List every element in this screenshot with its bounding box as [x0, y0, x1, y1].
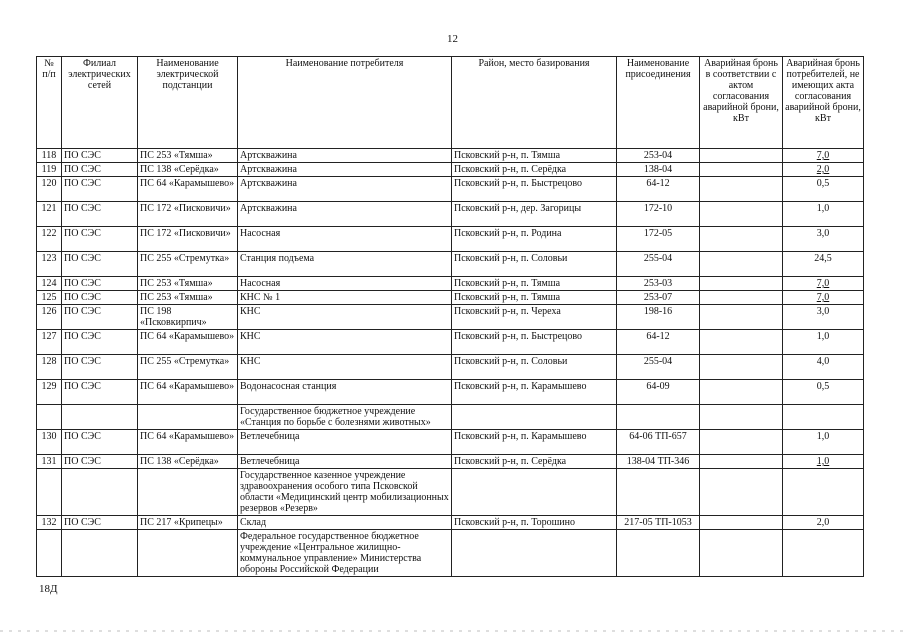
row-branch: ПО СЭС [62, 277, 138, 291]
row-reserve-act [700, 277, 783, 291]
row-consumer: Станция подъема [238, 252, 452, 277]
row-substation: ПС 138 «Серёдка» [138, 455, 238, 469]
row-branch: ПО СЭС [62, 252, 138, 277]
row-number: 122 [37, 227, 62, 252]
row-reserve-no-act: 7,0 [816, 292, 830, 303]
row-substation [138, 469, 238, 516]
row-substation: ПС 138 «Серёдка» [138, 163, 238, 177]
row-connection: 255-04 [617, 355, 700, 380]
row-connection: 64-09 [617, 380, 700, 405]
row-location [452, 530, 617, 577]
table-row-organization [37, 405, 864, 430]
row-number: 121 [37, 202, 62, 227]
row-location: Псковский р-н, п. Быстрецово [452, 330, 617, 355]
table-row [37, 380, 864, 405]
row-location: Псковский р-н, п. Карамышево [452, 380, 617, 405]
row-location: Псковский р-н, п. Тямша [452, 291, 617, 305]
row-number: 123 [37, 252, 62, 277]
row-location: Псковский р-н, п. Соловьи [452, 252, 617, 277]
row-reserve-act [700, 177, 783, 202]
row-consumer: Насосная [238, 227, 452, 252]
row-reserve-act [700, 149, 783, 163]
row-connection: 255-04 [617, 252, 700, 277]
row-reserve-act [700, 530, 783, 577]
table-row-organization [37, 469, 864, 516]
row-location [452, 405, 617, 430]
row-location: Псковский р-н, п. Череха [452, 305, 617, 330]
row-reserve-no-act [783, 469, 864, 516]
row-consumer: Склад [238, 516, 452, 530]
row-branch [62, 469, 138, 516]
table-row [37, 330, 864, 355]
row-branch: ПО СЭС [62, 305, 138, 330]
row-consumer: КНС [238, 305, 452, 330]
col-header-reserve-act: Аварийная бронь в соответствии с актом согласования аварийной брони, кВт [700, 57, 783, 149]
table-row [37, 163, 864, 177]
row-reserve-no-act: 1,0 [816, 456, 830, 467]
row-connection [617, 469, 700, 516]
table-row [37, 252, 864, 277]
row-branch: ПО СЭС [62, 227, 138, 252]
col-header-reserve-no-act: Аварийная бронь потребителей, не имеющих акта согласования аварийной брони, кВт [783, 57, 864, 149]
row-reserve-no-act: 7,0 [816, 150, 830, 161]
col-header-location: Район, место базирования [452, 57, 617, 149]
row-number: 131 [37, 455, 62, 469]
row-branch: ПО СЭС [62, 355, 138, 380]
row-connection: 64-06 ТП-657 [617, 430, 700, 455]
col-header-substation: Наименование электрической подстанции [138, 57, 238, 149]
row-reserve-no-act: 0,5 [783, 177, 864, 202]
row-connection: 253-07 [617, 291, 700, 305]
row-substation: ПС 253 «Тямша» [138, 277, 238, 291]
col-header-consumer: Наименование потребителя [238, 57, 452, 149]
row-branch: ПО СЭС [62, 380, 138, 405]
table-header-row [37, 57, 864, 149]
row-consumer: Артскважина [238, 163, 452, 177]
row-reserve-act [700, 330, 783, 355]
row-connection: 64-12 [617, 330, 700, 355]
row-location: Псковский р-н, п. Тямша [452, 149, 617, 163]
row-connection: 172-05 [617, 227, 700, 252]
row-substation: ПС 255 «Стремутка» [138, 355, 238, 380]
row-number: 118 [37, 149, 62, 163]
row-connection: 253-03 [617, 277, 700, 291]
row-substation [138, 405, 238, 430]
row-number: 129 [37, 380, 62, 405]
row-consumer: Насосная [238, 277, 452, 291]
row-location: Псковский р-н, п. Быстрецово [452, 177, 617, 202]
row-location: Псковский р-н, дер. Загорицы [452, 202, 617, 227]
row-branch: ПО СЭС [62, 163, 138, 177]
row-substation: ПС 64 «Карамышево» [138, 177, 238, 202]
row-location [452, 469, 617, 516]
row-connection: 217-05 ТП-1053 [617, 516, 700, 530]
row-number: 126 [37, 305, 62, 330]
row-substation: ПС 255 «Стремутка» [138, 252, 238, 277]
row-reserve-no-act: 0,5 [783, 380, 864, 405]
page-number: 12 [447, 33, 458, 45]
row-branch [62, 405, 138, 430]
row-consumer: Водонасосная станция [238, 380, 452, 405]
row-reserve-act [700, 227, 783, 252]
row-consumer: Артскважина [238, 149, 452, 163]
row-reserve-act [700, 430, 783, 455]
row-branch: ПО СЭС [62, 291, 138, 305]
row-substation: ПС 253 «Тямша» [138, 149, 238, 163]
row-reserve-act [700, 455, 783, 469]
row-location: Псковский р-н, п. Торошино [452, 516, 617, 530]
table-row [37, 355, 864, 380]
col-header-connection: Наименование присоединения [617, 57, 700, 149]
row-branch: ПО СЭС [62, 430, 138, 455]
row-reserve-act [700, 355, 783, 380]
table-row [37, 455, 864, 469]
row-number: 124 [37, 277, 62, 291]
row-number [37, 469, 62, 516]
table-row [37, 305, 864, 330]
row-consumer: Ветлечебница [238, 455, 452, 469]
row-branch: ПО СЭС [62, 516, 138, 530]
row-substation: ПС 217 «Крипецы» [138, 516, 238, 530]
row-reserve-no-act: 24,5 [783, 252, 864, 277]
table-row [37, 516, 864, 530]
row-reserve-no-act [783, 405, 864, 430]
row-number: 132 [37, 516, 62, 530]
row-reserve-act [700, 291, 783, 305]
row-location: Псковский р-н, п. Серёдка [452, 455, 617, 469]
row-number: 127 [37, 330, 62, 355]
row-branch: ПО СЭС [62, 149, 138, 163]
row-substation: ПС 64 «Карамышево» [138, 330, 238, 355]
row-location: Псковский р-н, п. Родина [452, 227, 617, 252]
row-reserve-act [700, 163, 783, 177]
row-number [37, 405, 62, 430]
row-number: 130 [37, 430, 62, 455]
row-connection: 172-10 [617, 202, 700, 227]
row-branch: ПО СЭС [62, 330, 138, 355]
row-connection: 198-16 [617, 305, 700, 330]
row-consumer: Ветлечебница [238, 430, 452, 455]
row-connection [617, 405, 700, 430]
row-branch: ПО СЭС [62, 202, 138, 227]
row-connection: 253-04 [617, 149, 700, 163]
row-reserve-no-act: 1,0 [783, 430, 864, 455]
row-reserve-act [700, 516, 783, 530]
row-connection: 138-04 ТП-346 [617, 455, 700, 469]
row-reserve-act [700, 305, 783, 330]
row-reserve-act [700, 380, 783, 405]
row-location: Псковский р-н, п. Соловьи [452, 355, 617, 380]
table-row-organization [37, 530, 864, 577]
row-number [37, 530, 62, 577]
row-branch: ПО СЭС [62, 177, 138, 202]
table-row [37, 277, 864, 291]
row-number: 119 [37, 163, 62, 177]
row-reserve-no-act: 7,0 [816, 278, 830, 289]
row-location: Псковский р-н, п. Серёдка [452, 163, 617, 177]
row-location: Псковский р-н, п. Тямша [452, 277, 617, 291]
row-substation: ПС 198 «Псковкирпич» [138, 305, 238, 330]
table-row [37, 177, 864, 202]
row-substation: ПС 64 «Карамышево» [138, 430, 238, 455]
row-number: 125 [37, 291, 62, 305]
emergency-reserve-table [36, 56, 864, 577]
row-reserve-act [700, 469, 783, 516]
row-reserve-no-act: 2,0 [816, 164, 830, 175]
row-consumer: КНС № 1 [238, 291, 452, 305]
row-connection: 64-12 [617, 177, 700, 202]
row-reserve-act [700, 202, 783, 227]
row-reserve-no-act: 1,0 [783, 202, 864, 227]
row-consumer: Федеральное государственное бюджетное учреждение «Центральное жилищно-коммунальное управление» Министерства обороны Российской Федерации [238, 530, 452, 577]
row-consumer: Государственное казенное учреждение здравоохранения особого типа Псковской области «Медицинский центр мобилизационных резервов «Резерв» [238, 469, 452, 516]
scan-artifact-line [0, 630, 905, 632]
row-consumer: Артскважина [238, 177, 452, 202]
row-reserve-no-act: 3,0 [783, 227, 864, 252]
row-reserve-no-act: 4,0 [783, 355, 864, 380]
table-row [37, 227, 864, 252]
row-substation: ПС 253 «Тямша» [138, 291, 238, 305]
table-row [37, 430, 864, 455]
row-consumer: Государственное бюджетное учреждение «Станция по борьбе с болезнями животных» [238, 405, 452, 430]
row-substation: ПС 64 «Карамышево» [138, 380, 238, 405]
row-reserve-no-act: 2,0 [783, 516, 864, 530]
row-reserve-no-act [783, 530, 864, 577]
col-header-number: № п/п [37, 57, 62, 149]
row-consumer: КНС [238, 355, 452, 380]
table-row [37, 291, 864, 305]
table-row [37, 149, 864, 163]
row-reserve-act [700, 405, 783, 430]
row-number: 128 [37, 355, 62, 380]
document-code: 18Д [39, 583, 58, 595]
row-substation: ПС 172 «Писковичи» [138, 227, 238, 252]
row-number: 120 [37, 177, 62, 202]
row-substation [138, 530, 238, 577]
row-connection: 138-04 [617, 163, 700, 177]
row-reserve-act [700, 252, 783, 277]
table-row [37, 202, 864, 227]
row-substation: ПС 172 «Писковичи» [138, 202, 238, 227]
row-branch [62, 530, 138, 577]
row-branch: ПО СЭС [62, 455, 138, 469]
row-reserve-no-act: 1,0 [783, 330, 864, 355]
row-consumer: Артскважина [238, 202, 452, 227]
row-connection [617, 530, 700, 577]
row-location: Псковский р-н, п. Карамышево [452, 430, 617, 455]
row-reserve-no-act: 3,0 [783, 305, 864, 330]
row-consumer: КНС [238, 330, 452, 355]
col-header-branch: Филиал электрических сетей [62, 57, 138, 149]
